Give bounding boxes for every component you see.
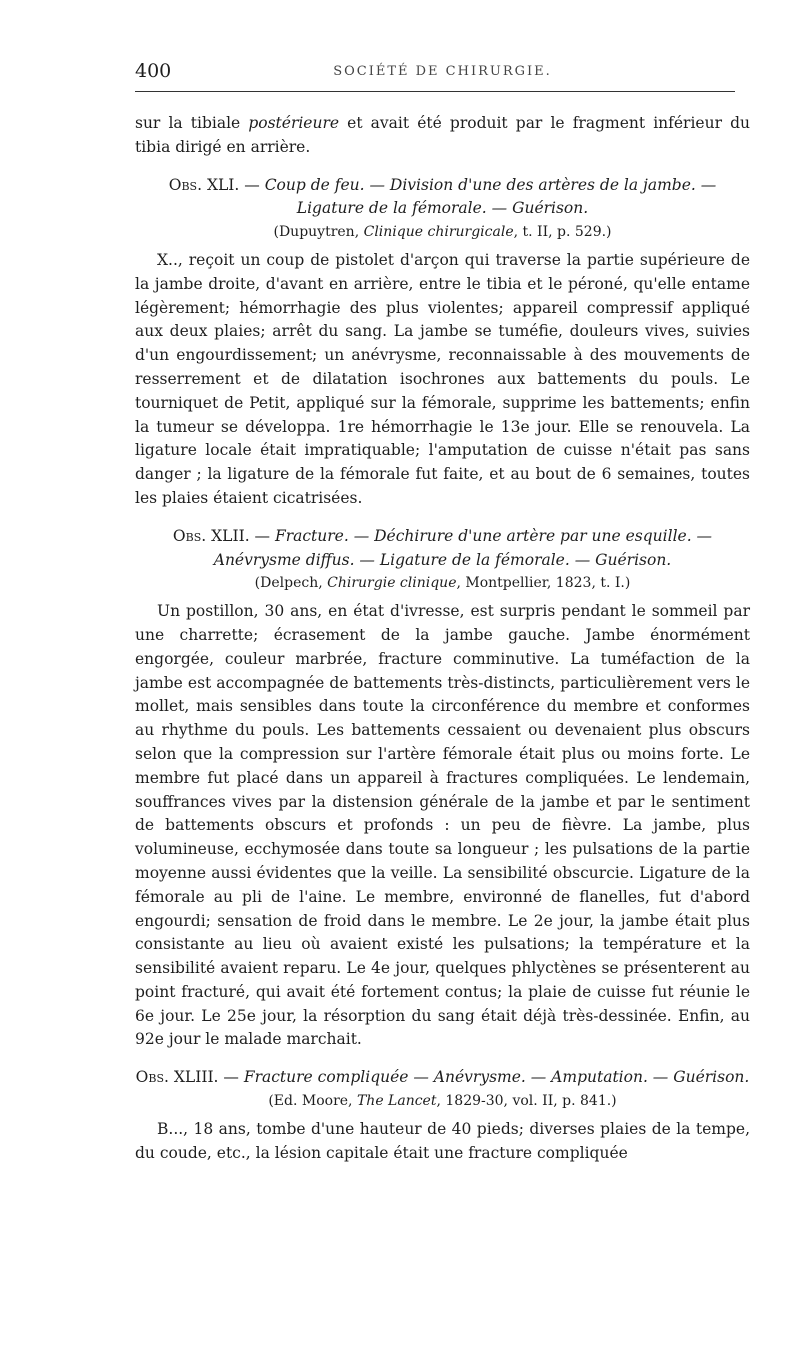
obs-43-text: B..., 18 ans, tombe d'une hauteur de 40 pieds; diverses plaies de la tempe, du coude, etc., la lésion capitale était une fracture compliquée bbox=[135, 1119, 750, 1162]
obs-42-title bbox=[135, 525, 750, 573]
obs-41-text: X.., reçoit un coup de pistolet d'arçon qui traverse la partie supérieure de la jambe droite, d'avant en arrière, entre le tibia et le péroné, qu'elle entame légèrement; hémorrhagie des plus violentes; appareil compressif appliqué aux deux plaies; arrêt du sang. La jambe se tuméfie, douleurs vives, suivies d'un engourdissement; un anévrysme, reconnaissable à des mouvements de resserrement et de dilatation isochrones aux battements du pouls. Le tourniquet de Petit, appliqué sur la fémorale, supprime les battements; enfin la tumeur se développa. 1re hémorrhagie le 13e jour. Elle se renouvela. La ligature locale était impratiquable; l'amputation de cuisse n'était pas sans danger ; la ligature de la fémorale fut faite, et au bout de 6 semaines, toutes les plaies étaient cicatrisées. bbox=[135, 250, 750, 507]
obs-41-title bbox=[135, 174, 750, 222]
obs-title-text: Fracture compliquée — Anévrysme. — Amputation. — Guérison. bbox=[243, 1068, 750, 1087]
source-ref: , 1829-30, vol. II, p. 841.) bbox=[436, 1093, 617, 1110]
obs-label: Obs. bbox=[135, 1068, 169, 1087]
source-work: Clinique chirurgicale bbox=[363, 224, 514, 241]
obs-42-source bbox=[135, 572, 750, 596]
text-italic: postérieure bbox=[248, 114, 340, 132]
running-head: SOCIÉTÉ DE CHIRURGIE. bbox=[333, 64, 552, 79]
obs-41-source bbox=[135, 221, 750, 245]
source-ref: , t. II, p. 529.) bbox=[513, 224, 612, 241]
obs-number: XLIII. — bbox=[168, 1068, 244, 1087]
source-author: (Ed. Moore, bbox=[268, 1093, 357, 1110]
source-ref: , Montpellier, 1823, t. I.) bbox=[456, 575, 631, 592]
page-body bbox=[135, 112, 750, 1165]
paragraph-continuation bbox=[135, 112, 750, 160]
text-span: et avait été produit par le fragment inférieur du tibia dirigé en arrière. bbox=[135, 114, 751, 156]
source-author: (Delpech, bbox=[254, 575, 328, 592]
obs-number: XLI. — bbox=[202, 175, 265, 194]
obs-label: Obs. bbox=[172, 526, 207, 545]
obs-title-text: Coup de feu. — Division d'une des artères de la jambe. — Ligature de la fémorale. — Guérison. bbox=[264, 175, 717, 218]
source-work: The Lancet bbox=[356, 1093, 437, 1110]
source-author: (Dupuytren, bbox=[273, 224, 364, 241]
obs-42-text: Un postillon, 30 ans, en état d'ivresse, est surpris pendant le sommeil par une charrette; écrasement de la jambe gauche. Jambe énormément engorgée, couleur marbrée, fracture comminutive. La tuméfaction de la jambe est accompagnée de battements très-distincts, particulièrement vers le mollet, mais sensibles dans toute la circonférence du membre et conformes au rhythme du pouls. Les battements cessaient ou devenaient plus obscurs selon que la compression sur l'artère fémorale était plus ou moins forte. Le membre fut placé dans un appareil à fractures compliquées. Le lendemain, souffrances vives par la distension générale de la jambe et par le sentiment de battements obscurs et profonds : un peu de fièvre. La jambe, plus volumineuse, ecchymosée dans toute sa longueur ; les pulsations de la partie moyenne aussi évidentes que la veille. La sensibilité obscurcie. Ligature de la fémorale au pli de l'aine. Le membre, environné de flanelles, fut d'abord engourdi; sensation de froid dans le membre. Le 2e jour, la jambe était plus consistante au lieu où avaient existé les pulsations; la température et la sensibilité avaient reparu. Le 4e jour, quelques phlyctènes se présenterent au point fracturé, qui avait été fortement contus; la plaie de cuisse fut réunie le 6e jour. Le 25e jour, la résorption du sang était déjà très-dessinée. Enfin, au 92e jour le malade marchait. bbox=[135, 602, 750, 1049]
obs-title-text: Fracture. — Déchirure d'une artère par une esquille. — Anévrysme diffus. — Ligature de la fémorale. — Guérison. bbox=[213, 526, 713, 569]
page-header bbox=[135, 60, 750, 84]
header-rule bbox=[135, 91, 735, 92]
page-number: 400 bbox=[135, 60, 172, 82]
text-span: sur la tibiale bbox=[135, 114, 249, 132]
obs-label: Obs. bbox=[168, 175, 203, 194]
source-work: Chirurgie clinique bbox=[327, 575, 457, 592]
obs-number: XLII. — bbox=[206, 526, 275, 545]
obs-43-title bbox=[135, 1066, 750, 1090]
obs-43-source bbox=[135, 1090, 750, 1114]
